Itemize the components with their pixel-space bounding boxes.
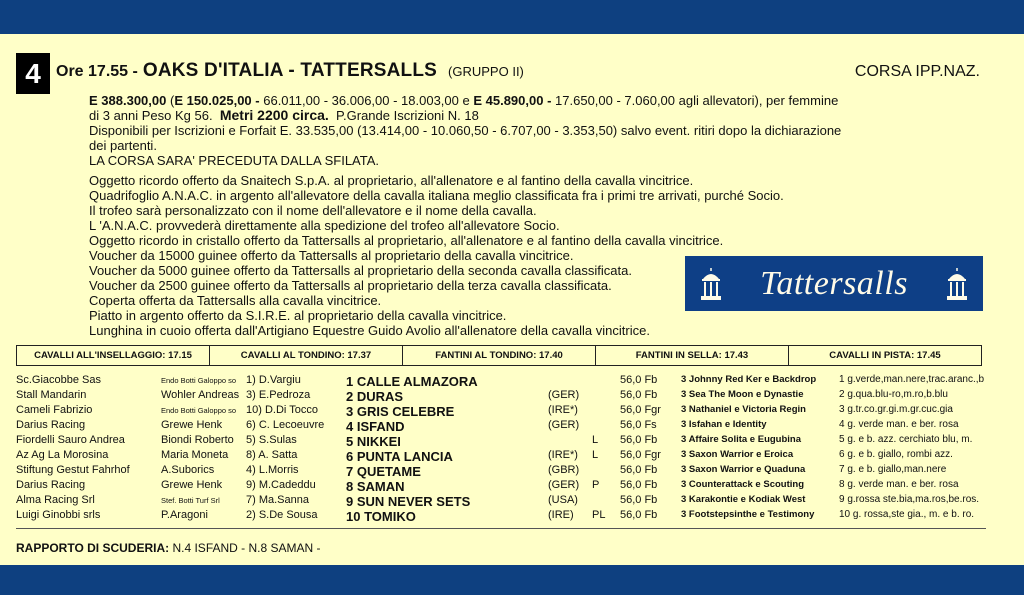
table-row [16,508,996,523]
forfait-line: Disponibili per Iscrizioni e Forfait E. 33.535,00 (13.414,00 - 10.060,50 - 6.707,00 - 3.353,50) salvo event. ritiri dopo la dichiarazione [89,123,842,138]
table-row [16,448,996,463]
race-distance: Metri 2200 circa. [219,107,329,123]
tattersalls-logo [685,256,983,311]
runner-breeding: 3 Saxon Warrior e Eroica [681,449,794,460]
bottom-banner [0,565,1024,595]
runner-colors: 5 g. e b. azz. cerchiato blu, m. [839,434,973,445]
trophy-item: Voucher da 2500 guinee offerto da Tattersalls al proprietario della terza cavalla classificata. [89,278,612,293]
runner-nationality: (IRE*) [548,449,578,461]
prize-breeders-breakdown: 17.650,00 - 7.060,00 agli allevatori), per femmine [555,93,839,108]
runner-owner: Stall Mandarin [16,389,87,401]
runner-jockey: 2) S.De Sousa [246,509,318,521]
runner-nationality: (GER) [548,479,580,491]
runner-jockey: 10) D.Di Tocco [246,404,318,416]
runner-jockey: 5) S.Sulas [246,434,297,446]
trophy-item: Quadrifoglio A.N.A.C. in argento all'allevatore della cavalla italiana meglio classificata fra i primi tre arrivati, purché Socio. [89,188,784,203]
table-row [16,418,996,433]
runner-horse: 5 NIKKEI [346,434,401,449]
race-details: E 388.300,00 (E 150.025,00 - 66.011,00 - 36.006,00 - 18.003,00 e E 45.890,00 - 17.650,00 - 7.060,00 agli allevatori), per femmine di 3 anni Peso Kg 56. Metri 2200 circa. P.Grande Iscrizioni N. 18 Disponibili per Iscrizioni e Forfait E. 33.535,00 (13.414,00 - 10.060,50 - 6.707,00 - 3.353,50) salvo event. ritiri dopo la dichiarazione dei partenti. LA CORSA SARA' PRECEDUTA DALLA SFILATA. [89,93,889,168]
prize-owners-breakdown: 66.011,00 - 36.006,00 - 18.003,00 e [263,93,470,108]
runner-jockey: 8) A. Satta [246,449,298,461]
timing-jockeys-paddock: FANTINI AL TONDINO: 17.40 [403,346,596,365]
runner-horse: 6 PUNTA LANCIA [346,449,453,464]
timing-saddling: CAVALLI ALL'INSELLAGGIO: 17.15 [17,346,210,365]
runner-horse: 2 DURAS [346,389,404,404]
runner-trainer: Wohler Andreas [161,389,240,401]
table-row [16,493,996,508]
trophy-item: L 'A.N.A.C. provvederà direttamente alla spedizione del trofeo all'allevatore Socio. [89,218,560,233]
runner-jockey: 7) Ma.Sanna [246,494,309,506]
runner-weight: 56,0 Fgr [620,404,661,416]
runner-trainer: Endo Botti Galoppo so [161,376,237,385]
runner-horse: 1 CALLE ALMAZORA [346,374,478,389]
stable-report-label: RAPPORTO DI SCUDERIA: [16,541,170,555]
runner-owner: Darius Racing [16,479,86,491]
table-row [16,463,996,478]
runner-breeding: 3 Johnny Red Ker e Backdrop [681,374,817,385]
timing-jockeys-mounted: FANTINI IN SELLA: 17.43 [596,346,789,365]
race-type: CORSA IPP.NAZ. [854,63,980,80]
parade-note: LA CORSA SARA' PRECEDUTA DALLA SFILATA. [89,153,380,168]
cupola-icon [946,266,968,302]
runner-horse: 10 TOMIKO [346,509,416,524]
runner-colors: 10 g. rossa,ste gia., m. e b. ro. [839,509,975,520]
stable-report-value: N.4 ISFAND - N.8 SAMAN - [172,541,321,555]
runner-trainer: Grewe Henk [161,419,223,431]
race-time: Ore 17.55 - [56,63,138,80]
stable-report [16,541,321,555]
runner-trainer: Endo Botti Galoppo so [161,406,237,415]
forfait-line-end: dei partenti. [89,138,157,153]
runner-weight: 56,0 Fs [620,419,657,431]
runner-jockey: 9) M.Cadeddu [246,479,316,491]
table-row [16,433,996,448]
runner-owner: Sc.Giacobbe Sas [16,374,101,386]
runner-breeding: 3 Footstepsinthe e Testimony [681,509,815,520]
runner-weight: 56,0 Fb [620,464,658,476]
runner-nationality: (IRE) [548,509,574,521]
runner-breeding: 3 Affaire Solita e Eugubina [681,434,802,445]
race-group: (GRUPPO II) [448,64,524,79]
trophy-item: Il trofeo sarà personalizzato con il nome dell'allevatore e il nome della cavalla. [89,203,537,218]
cupola-icon [700,266,722,302]
runner-trainer: Grewe Henk [161,479,223,491]
table-row [16,403,996,418]
race-number: 4 [16,53,50,94]
top-banner [0,0,1024,34]
runner-owner: Stiftung Gestut Fahrhof [16,464,130,476]
logo-wordmark: Tattersalls [760,264,908,302]
table-row [16,388,996,403]
runner-colors: 4 g. verde man. e ber. rosa [839,419,959,430]
table-row [16,478,996,493]
runner-owner: Luigi Ginobbi srls [16,509,101,521]
runner-weight: 56,0 Fb [620,479,658,491]
runner-weight: 56,0 Fgr [620,449,661,461]
runner-weight: 56,0 Fb [620,374,658,386]
runner-owner: Alma Racing Srl [16,494,95,506]
runner-nationality: (GBR) [548,464,580,476]
runner-trainer: A.Suborics [161,464,215,476]
prize-total: E 388.300,00 [89,93,167,108]
runner-nationality: (GER) [548,419,580,431]
runner-trainer: Maria Moneta [161,449,229,461]
runner-jockey: 3) E.Pedroza [246,389,311,401]
runner-horse: 9 SUN NEVER SETS [346,494,471,509]
runner-breeding: 3 Nathaniel e Victoria Regin [681,404,806,415]
runner-owner: Az Ag La Morosina [16,449,109,461]
runner-colors: 3 g.tr.co.gr.gi.m.gr.cuc.gia [839,404,953,415]
runner-breeding: 3 Saxon Warrior e Quaduna [681,464,806,475]
race-track: P.Grande Iscrizioni N. 18 [336,108,479,123]
race-header [56,60,524,82]
trophy-item: Piatto in argento offerto da S.I.R.E. al proprietario della cavalla vincitrice. [89,308,507,323]
trophy-item: Lunghina in cuoio offerta dall'Artigiano Equestre Guido Avolio all'allenatore della cavalla vincitrice. [89,323,650,338]
race-title: OAKS D'ITALIA - TATTERSALLS [142,60,438,81]
runner-trainer: P.Aragoni [161,509,208,521]
prize-owners: E 150.025,00 - [174,93,260,108]
runner-horse: 8 SAMAN [346,479,405,494]
runner-nationality: (USA) [548,494,578,506]
runner-breeding: 3 Counterattack e Scouting [681,479,804,490]
runner-jockey: 4) L.Morris [246,464,299,476]
table-row [16,373,996,388]
runner-owner: Cameli Fabrizio [16,404,93,416]
runner-horse: 3 GRIS CELEBRE [346,404,455,419]
runner-colors: 8 g. verde man. e ber. rosa [839,479,959,490]
runner-flag: L [592,449,599,461]
runner-flag: PL [592,509,606,521]
runner-horse: 4 ISFAND [346,419,405,434]
runner-owner: Fiordelli Sauro Andrea [16,434,125,446]
runner-trainer: Biondi Roberto [161,434,234,446]
trophy-item: Voucher da 5000 guinee offerto da Tattersalls al proprietario della seconda cavalla classificata. [89,263,632,278]
runner-colors: 2 g.qua.blu-ro,m.ro,b.blu [839,389,948,400]
runner-horse: 7 QUETAME [346,464,421,479]
runner-colors: 6 g. e b. giallo, rombi azz. [839,449,953,460]
runner-breeding: 3 Karakontie e Kodiak West [681,494,806,505]
runner-flag: L [592,434,599,446]
runner-weight: 56,0 Fb [620,509,658,521]
runner-weight: 56,0 Fb [620,434,658,446]
trophy-item: Oggetto ricordo in cristallo offerto da Tattersalls al proprietario, all'allenatore e al fantino della cavalla vincitrice. [89,233,724,248]
timing-on-track: CAVALLI IN PISTA: 17.45 [829,350,941,361]
runner-nationality: (IRE*) [548,404,578,416]
race-conditions: di 3 anni Peso Kg 56. [89,108,213,123]
runner-jockey: 1) D.Vargiu [246,374,301,386]
runner-nationality: (GER) [548,389,580,401]
divider [16,528,986,529]
runner-colors: 1 g.verde,man.nere,trac.aranc.,b [839,374,985,385]
timing-paddock: CAVALLI AL TONDINO: 17.37 [210,346,403,365]
runner-owner: Darius Racing [16,419,86,431]
runner-breeding: 3 Sea The Moon e Dynastie [681,389,804,400]
runner-jockey: 6) C. Lecoeuvre [246,419,325,431]
trophy-item: Voucher da 15000 guinee offerto da Tattersalls al proprietario della cavalla vincitrice. [89,248,574,263]
trophy-item: Oggetto ricordo offerto da Snaitech S.p.A. al proprietario, all'allenatore e al fantino della cavalla vincitrice. [89,173,694,188]
runner-breeding: 3 Isfahan e Identity [681,419,767,430]
runners-table [16,373,996,523]
runner-trainer: Stef. Botti Turf Srl [161,496,220,505]
prize-breeders: E 45.890,00 - [473,93,552,108]
runner-colors: 9 g.rossa ste.bia,ma.ros,be.ros. [839,494,980,505]
runner-flag: P [592,479,600,491]
runner-colors: 7 g. e b. giallo,man.nere [839,464,947,475]
runner-weight: 56,0 Fb [620,494,658,506]
runner-weight: 56,0 Fb [620,389,658,401]
trophy-item: Coperta offerta da Tattersalls alla cavalla vincitrice. [89,293,382,308]
timing-bar [16,345,982,366]
